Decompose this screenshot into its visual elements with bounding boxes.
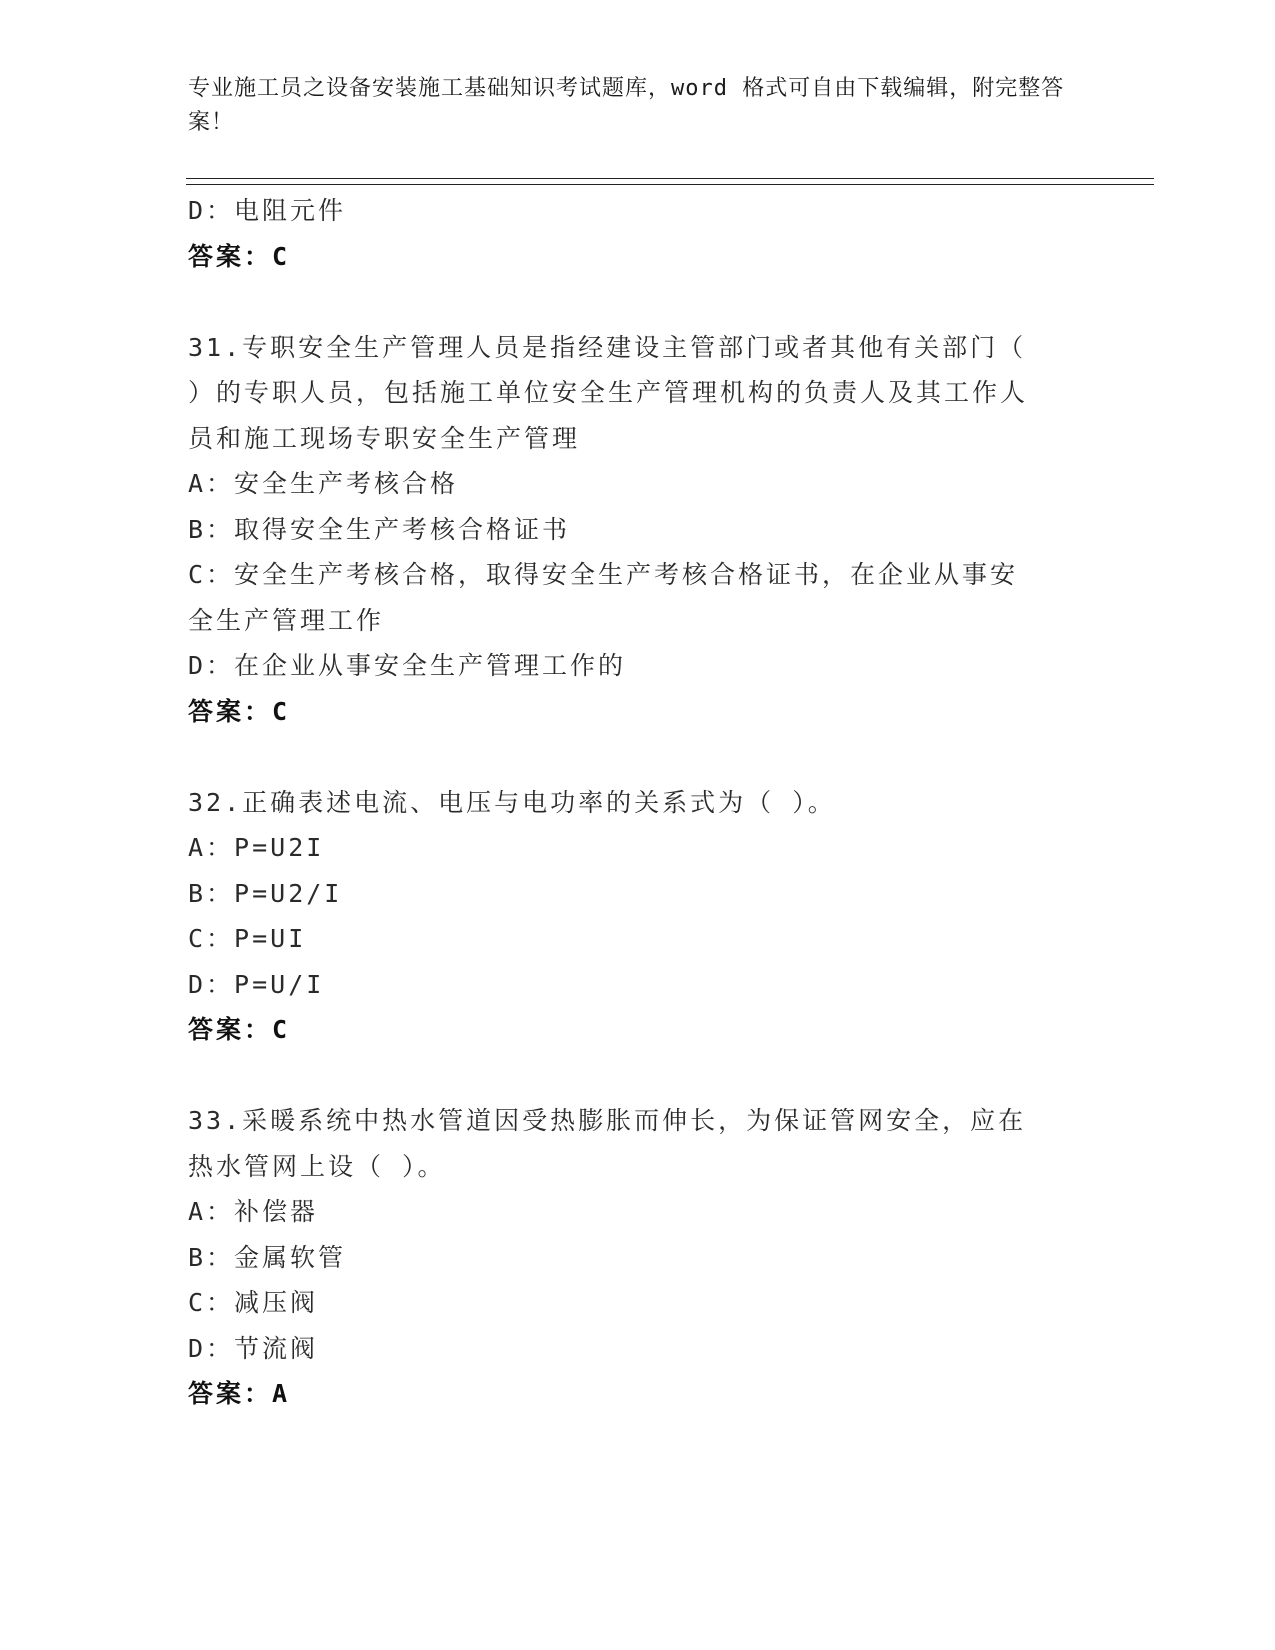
question-list	[188, 188, 1088, 1417]
question-stem: 33.采暖系统中热水管道因受热膨胀而伸长，为保证管网安全，应在热水管网上设（ ）。	[188, 1106, 1027, 1181]
header-divider-bottom	[186, 184, 1154, 185]
question-32	[188, 780, 1088, 1053]
prev-question-tail	[188, 188, 1088, 279]
option-b: B：取得安全生产考核合格证书	[188, 514, 571, 544]
option-b: B：金属软管	[188, 1242, 347, 1272]
header-divider-top	[186, 178, 1154, 179]
option-c: C：安全生产考核合格，取得安全生产考核合格证书，在企业从事安全生产管理工作	[188, 560, 1019, 635]
answer: 答案：C	[188, 696, 291, 726]
option-b: B：P=U2/I	[188, 878, 343, 908]
page-header: 专业施工员之设备安装施工基础知识考试题库，word 格式可自由下载编辑，附完整答案！	[188, 76, 1065, 135]
answer: 答案：C	[188, 1015, 291, 1044]
option-d: D：电阻元件	[188, 196, 347, 225]
option-a: A：补偿器	[188, 1197, 319, 1226]
answer: 答案：A	[188, 1379, 291, 1408]
option-c: C：P=UI	[188, 924, 307, 953]
option-c: C：减压阀	[188, 1288, 319, 1317]
question-stem: 32.正确表述电流、电压与电功率的关系式为（ ）。	[188, 787, 836, 817]
question-31	[188, 325, 1088, 735]
question-33	[188, 1098, 1088, 1417]
option-d: D：P=U/I	[188, 969, 325, 999]
option-a: A：P=U2I	[188, 833, 325, 862]
question-stem: 31.专职安全生产管理人员是指经建设主管部门或者其他有关部门（ ）的专职人员，包括施工单位安全生产管理机构的负责人及其工作人员和施工现场专职安全生产管理	[188, 332, 1045, 453]
option-d: D：节流阀	[188, 1333, 319, 1363]
answer: 答案：C	[188, 241, 291, 271]
option-d: D：在企业从事安全生产管理工作的	[188, 651, 627, 680]
option-a: A：安全生产考核合格	[188, 469, 459, 498]
